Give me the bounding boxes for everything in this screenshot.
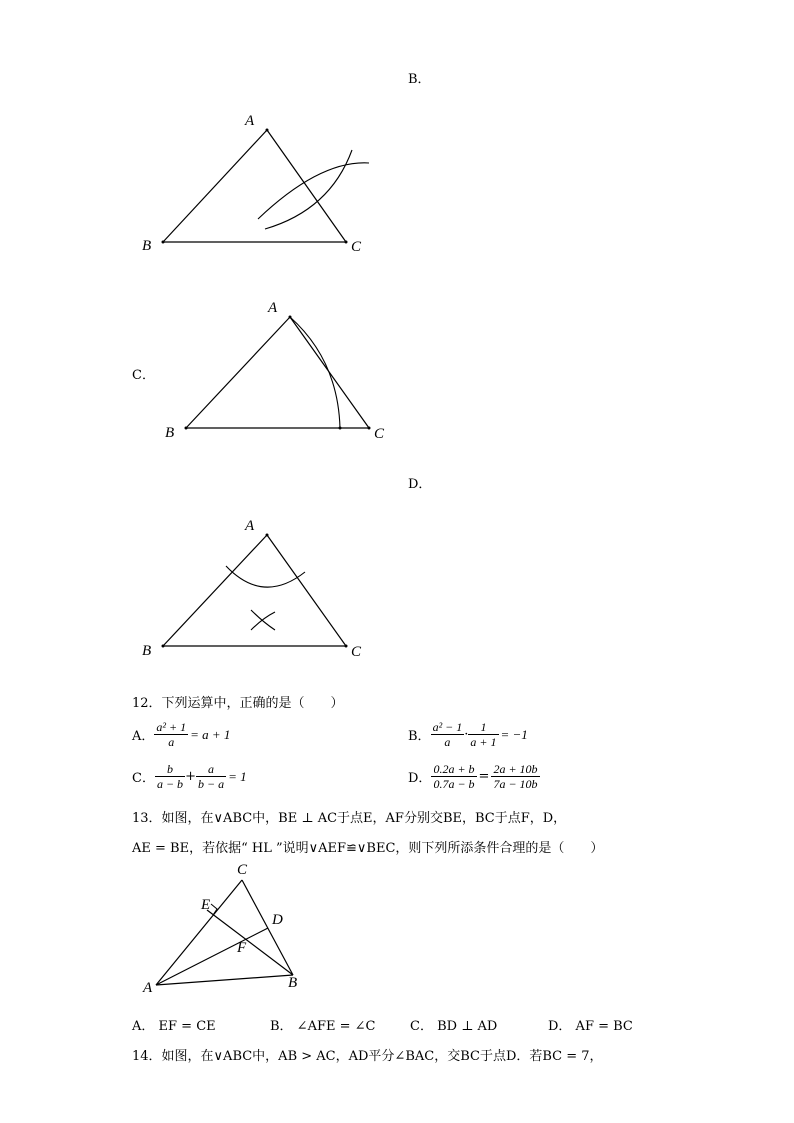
fig-d-label-c: C [351,644,362,660]
fig-b-label-c: C [351,239,362,255]
q12-b-label: B． [408,729,431,744]
q13-option-b: B． ∠AFE = ∠C [270,1019,376,1034]
q12-a-label: A． [132,729,155,744]
q12-d-num1: 0.2a + b [433,762,475,776]
fig-c-label-c: C [374,426,385,442]
q12-b-dot: · [464,727,469,742]
q12-d-den2: 7a − 10b [493,777,538,791]
option-b-label: B． [408,72,431,87]
fig-c-label-b: B [165,425,175,441]
q12-stem: 12．下列运算中，正确的是（ ） [132,696,344,711]
q13-option-a: A． EF = CE [132,1019,216,1034]
option-c-label: C． [132,368,155,383]
q12-b-num2: 1 [468,720,498,735]
fig-13-label-b: B [288,975,298,991]
fig-b-label-b: B [142,238,152,254]
q12-b-rest: = −1 [500,726,528,742]
q12-c-plus: + [185,769,196,784]
q14-line-1: 14．如图，在∨ABC中，AB > AC，AD平分∠BAC，交BC于点D．若BC = 7， [132,1049,603,1064]
option-d-label: D． [408,477,432,492]
q12-d-eq: = [478,769,490,784]
q12-c-num1: b [155,762,185,777]
q12-d-num2: 2a + 10b [493,762,538,776]
fig-d-label-b: B [142,643,152,659]
fig-13-label-c: C [237,862,248,878]
q12-a-num: a² + 1 [156,720,187,734]
q12-c-den2: b − a [197,777,225,791]
q12-b-den2: a + 1 [470,735,497,749]
q12-c-label: C． [132,771,155,786]
fig-13-label-e: E [201,897,211,913]
q12-d-den1: 0.7a − b [433,777,475,791]
q12-c-num2: a [196,762,226,777]
fig-c-label-a: A [268,300,278,316]
fig-d-label-a: A [245,518,255,534]
q12-b-num1: a² − 1 [432,720,463,734]
fig-13-label-a: A [143,980,153,996]
q13-line-1: 13．如图，在∨ABC中，BE ⊥ AC于点E，AF分别交BE，BC于点F，D， [132,811,567,826]
q13-option-c: C． BD ⊥ AD [410,1019,498,1034]
q12-c-den1: a − b [156,777,184,791]
fig-13-label-d: D [272,912,283,928]
fig-b-label-a: A [245,113,255,129]
q12-a-rest: = a + 1 [190,726,231,742]
q13-option-d: D． AF = BC [548,1019,633,1034]
q12-c-rest: = 1 [228,768,247,784]
q12-a-den: a [168,735,175,749]
fig-13-label-f: F [237,940,247,956]
q12-b-den1: a [444,735,451,749]
q12-d-label: D． [408,771,432,786]
q13-line-2: AE = BE，若依据“ HL ”说明∨AEF≌∨BEC，则下列所添条件合理的是（ ） [132,841,604,856]
